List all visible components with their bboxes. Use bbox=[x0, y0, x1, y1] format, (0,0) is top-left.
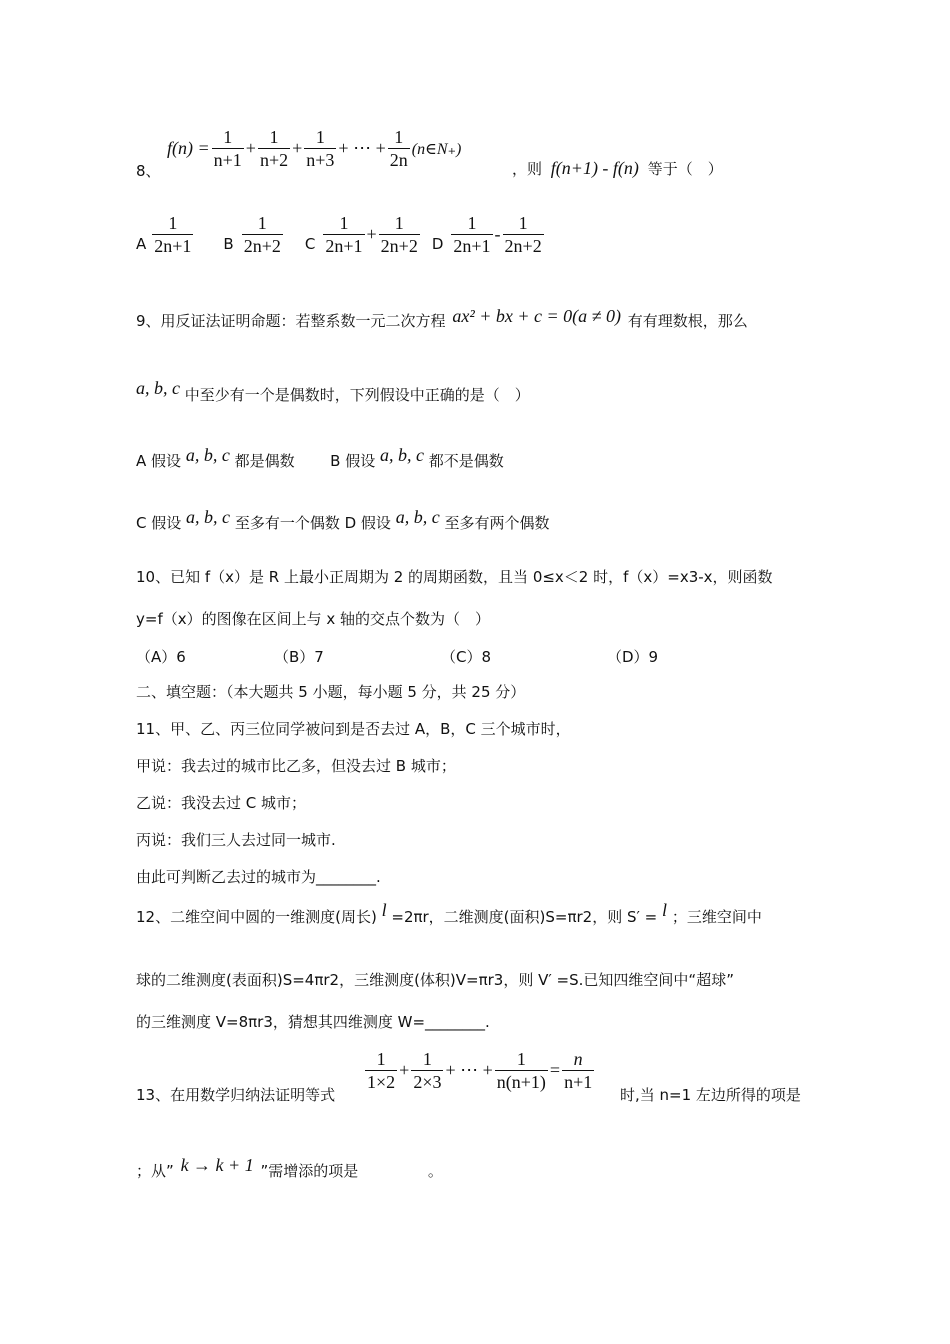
q12-l-symbol: l bbox=[381, 900, 387, 920]
q13-line2-b: ”需增添的项是 bbox=[260, 1162, 359, 1180]
q9-line2 bbox=[136, 378, 530, 405]
section-heading: 二、填空题：（本大题共 5 小题，每小题 5 分，共 25 分） bbox=[136, 683, 526, 701]
q9-option-b-post: 都不是偶数 bbox=[428, 452, 504, 470]
q9-option-a-post: 都是偶数 bbox=[234, 452, 295, 470]
option-a-frac: $\frac{1}{2n+1}$ bbox=[154, 213, 192, 256]
q8-expr: f(n+1) - f(n) bbox=[550, 158, 639, 178]
q9-option-c-post: 至多有一个偶数 bbox=[234, 514, 340, 532]
q9-option-c-pre: C 假设 bbox=[136, 514, 182, 532]
option-d-label: D bbox=[431, 235, 444, 253]
option-a-label: A bbox=[136, 235, 147, 253]
q8-fn-lhs: f(n) = bbox=[167, 138, 210, 158]
q11-line5: 由此可判断乙去过的城市为________. bbox=[136, 868, 381, 886]
plus-sign: + bbox=[292, 138, 303, 158]
q9-text: 9、用反证法证明命题：若整系数一元二次方程 bbox=[136, 312, 446, 330]
plus-sign: + bbox=[399, 1060, 410, 1080]
q11-line2: 甲说：我去过的城市比乙多，但没去过 B 城市； bbox=[136, 757, 456, 775]
option-d-frac-2: $\frac{1}{2n+2}$ bbox=[504, 213, 542, 256]
q10-option-d: （D）9 bbox=[607, 648, 659, 666]
q9-option-b-vars: a, b, c bbox=[380, 445, 425, 465]
ellipsis: + ⋯ + bbox=[445, 1060, 493, 1080]
q13-term-3: $\frac{1}{n(n+1)}$ bbox=[496, 1049, 546, 1092]
q13-line2-a: ；从” bbox=[136, 1162, 174, 1180]
q13-prefix: 13、在用数学归纳法证明等式 bbox=[136, 1086, 336, 1104]
q13-term-2: $\frac{1}{2\times 3}$ bbox=[413, 1049, 442, 1092]
q8-then bbox=[512, 158, 723, 179]
q9-line1-tail: 有有理数根，那么 bbox=[627, 312, 748, 330]
q9-option-c-vars: a, b, c bbox=[186, 507, 231, 527]
equals-sign: = bbox=[549, 1060, 561, 1080]
q10-option-c: （C）8 bbox=[441, 648, 492, 666]
q9-options-cd bbox=[136, 507, 550, 533]
q10-line2: y=f（x）的图像在区间上与 x 轴的交点个数为（ ） bbox=[136, 610, 491, 628]
option-b-label: B bbox=[223, 235, 234, 253]
q12-line3: 的三维测度 V=8πr3，猜想其四维测度 W=________. bbox=[136, 1013, 490, 1031]
q10-line1: 10、已知 f（x）是 R 上最小正周期为 2 的周期函数，且当 0≤x＜2 时，f（x）=x3-x，则函数 bbox=[136, 568, 773, 586]
q12-line1 bbox=[136, 900, 762, 927]
option-c-op: + bbox=[366, 224, 377, 244]
q13-step: k → k + 1 bbox=[180, 1155, 254, 1175]
q13-formula bbox=[363, 1048, 596, 1093]
q8-number: 8、 bbox=[136, 162, 161, 180]
q9-option-a-vars: a, b, c bbox=[185, 445, 230, 465]
q11-line3: 乙说：我没去过 C 城市； bbox=[136, 794, 307, 812]
q13-term-1: $\frac{1}{1\times 2}$ bbox=[367, 1049, 396, 1092]
q12-line1-a: 12、二维空间中圆的一维测度(周长) bbox=[136, 908, 377, 926]
ellipsis: + ⋯ + bbox=[338, 138, 386, 158]
q8-term-4: $\frac{1}{2n}$ bbox=[389, 127, 408, 170]
q8-term-3: $\frac{1}{n+3}$ bbox=[306, 127, 335, 170]
q9-option-b-pre: B 假设 bbox=[330, 452, 376, 470]
q8-domain: (n∈N₊) bbox=[411, 140, 462, 158]
q9-option-a-pre: A 假设 bbox=[136, 452, 182, 470]
q8-options bbox=[136, 212, 546, 257]
option-c-label: C bbox=[304, 235, 316, 253]
q9-line1 bbox=[136, 306, 748, 331]
q12-line1-b: =2πr，二维测度(面积)S=πr2，则 S′ = bbox=[391, 908, 658, 926]
q13-line2-end: 。 bbox=[427, 1162, 443, 1180]
q9-option-d-post: 至多有两个偶数 bbox=[444, 514, 550, 532]
option-c-frac-1: $\frac{1}{2n+1}$ bbox=[325, 213, 363, 256]
option-d-op: - bbox=[494, 224, 501, 244]
q11-line1: 11、甲、乙、丙三位同学被问到是否去过 A，B，C 三个城市时， bbox=[136, 720, 571, 738]
q13-line2 bbox=[136, 1155, 443, 1181]
q9-equation: ax² + bx + c = 0(a ≠ 0) bbox=[452, 306, 621, 326]
q13-tail: 时,当 n=1 左边所得的项是 bbox=[620, 1086, 801, 1104]
plus-sign: + bbox=[245, 138, 256, 158]
q9-line2-tail: 中至少有一个是偶数时，下列假设中正确的是（ ） bbox=[184, 386, 530, 404]
q8-tail: 等于（ ） bbox=[647, 160, 723, 178]
q12-l-symbol-2: l bbox=[662, 900, 668, 920]
q9-options-ab bbox=[136, 445, 504, 471]
q8-formula bbox=[167, 126, 461, 171]
q8-term-1: $\frac{1}{n+1}$ bbox=[213, 127, 242, 170]
q12-line2: 球的二维测度(表面积)S=4πr2，三维测度(体积)V=πr3，则 V′ =S.已知四维空间中“超球” bbox=[136, 971, 734, 989]
q8-term-2: $\frac{1}{n+2}$ bbox=[259, 127, 289, 170]
option-d-frac-1: $\frac{1}{2n+1}$ bbox=[453, 213, 491, 256]
q9-option-d-pre: D 假设 bbox=[344, 514, 391, 532]
q10-option-a: （A）6 bbox=[136, 648, 186, 666]
q9-vars: a, b, c bbox=[136, 378, 180, 398]
q8-then-text: ，则 bbox=[512, 160, 543, 178]
option-c-frac-2: $\frac{1}{2n+2}$ bbox=[380, 213, 418, 256]
q13-rhs: $\frac{n}{n+1}$ bbox=[564, 1049, 593, 1092]
q9-option-d-vars: a, b, c bbox=[395, 507, 440, 527]
option-b-frac: $\frac{1}{2n+2}$ bbox=[243, 213, 281, 256]
q10-option-b: （B）7 bbox=[274, 648, 324, 666]
q11-line4: 丙说：我们三人去过同一城市. bbox=[136, 831, 336, 849]
q12-line1-c: ；三维空间中 bbox=[671, 908, 762, 926]
